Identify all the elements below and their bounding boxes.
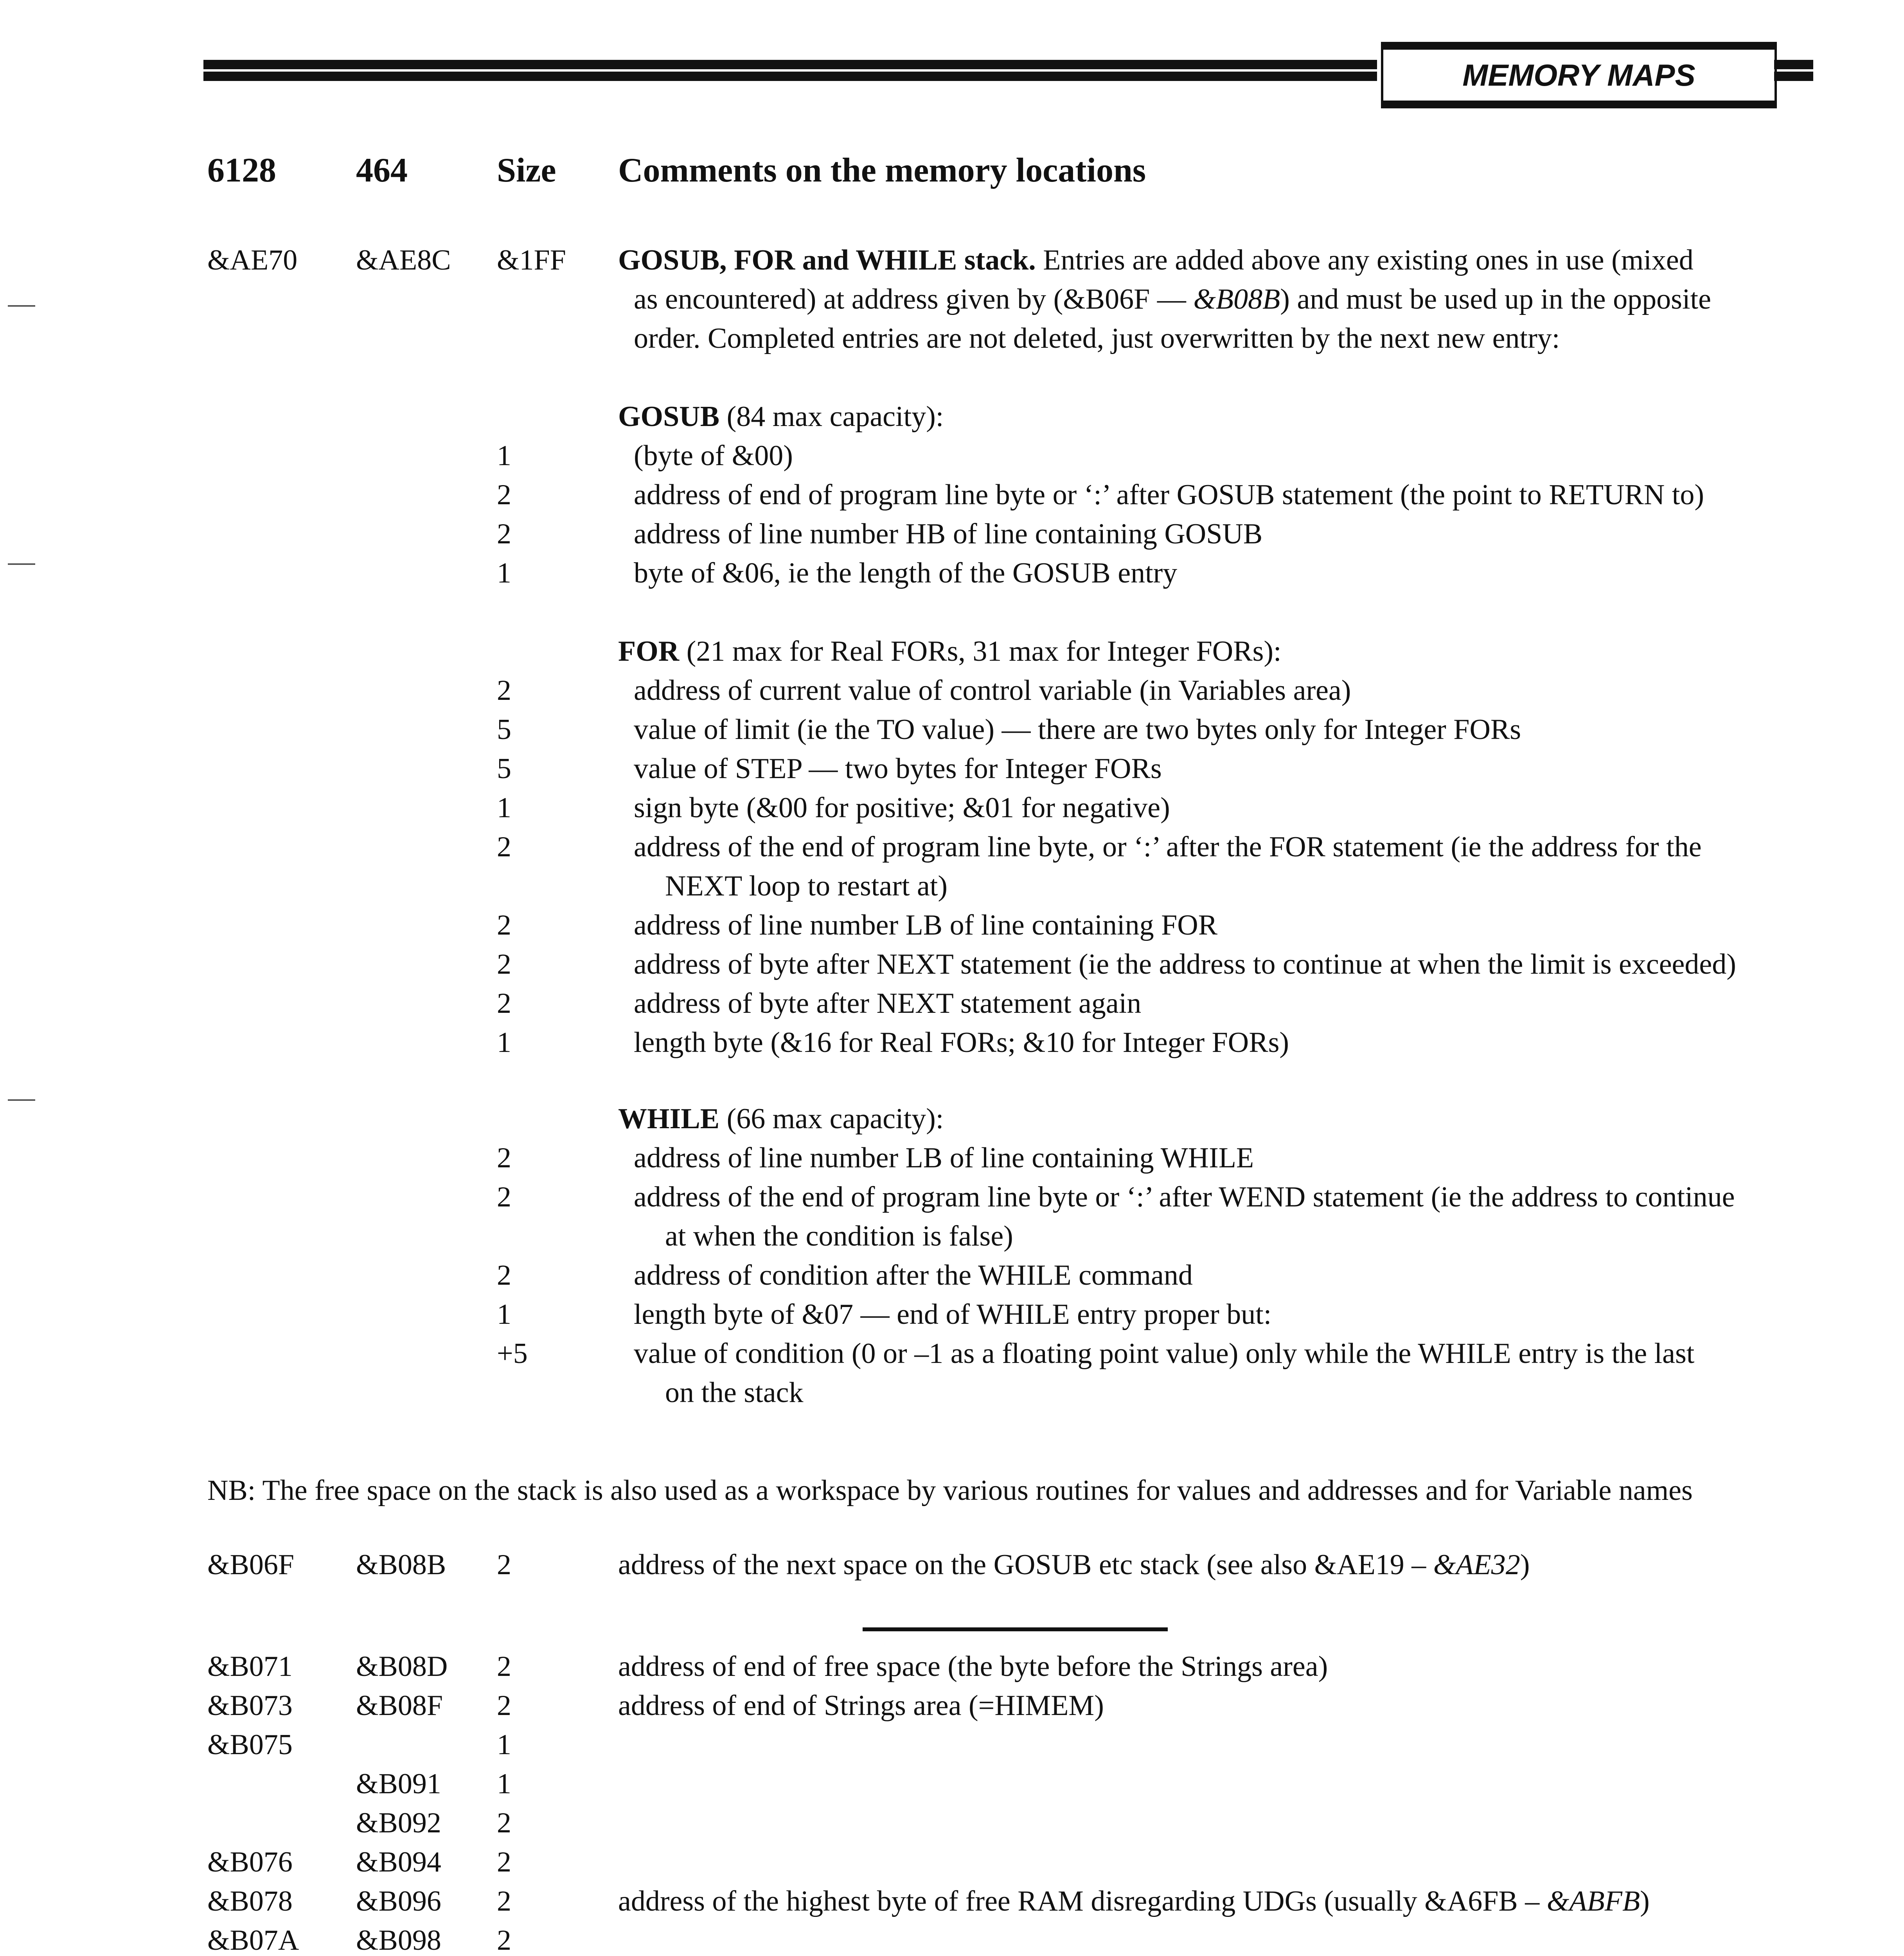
addr-464: &B091	[356, 1768, 441, 1800]
gosub-row-size: 2	[497, 518, 511, 550]
while-row-text: value of condition (0 or –1 as a floating point value) only while the WHILE entry is the last	[634, 1338, 1695, 1370]
addr-6128: &B071	[207, 1650, 293, 1683]
addr-464: &B08B	[356, 1549, 446, 1581]
addr-6128: &B076	[207, 1846, 293, 1878]
addr-6128: &B07A	[207, 1924, 299, 1956]
for-row-size: 2	[497, 674, 511, 707]
addr-464: &B094	[356, 1846, 441, 1878]
entry-description	[618, 1686, 1839, 1725]
size: 2	[497, 1846, 511, 1878]
stack-desc: Entries are added above any existing ones in use (mixed	[1043, 244, 1694, 276]
for-row-text: value of limit (ie the TO value) — there are two bytes only for Integer FORs	[634, 714, 1521, 746]
gosub-caption: (84 max capacity):	[726, 401, 944, 433]
stack-title: GOSUB, FOR and WHILE stack.	[618, 244, 1036, 276]
gosub-row-size: 1	[497, 440, 511, 472]
size: &1FF	[497, 244, 566, 276]
for-row-size: 2	[497, 909, 511, 941]
stack-description-line3: order. Completed entries are not deleted, just overwritten by the next new entry:	[634, 322, 1560, 354]
size: 2	[497, 1885, 511, 1917]
for-row-text: address of current value of control variable (in Variables area)	[634, 674, 1351, 707]
for-row-text: sign byte (&00 for positive; &01 for negative)	[634, 792, 1170, 824]
size: 2	[497, 1549, 511, 1581]
for-row-size: 5	[497, 714, 511, 746]
addr-464: &B098	[356, 1924, 441, 1956]
header-rule	[203, 72, 1377, 81]
addr-6128: &B075	[207, 1729, 293, 1761]
addr-464: &B096	[356, 1885, 441, 1917]
stack-desc-text: as encountered) at address given by (&B06F —	[634, 283, 1194, 315]
for-heading	[618, 632, 1282, 671]
for-row-text: address of byte after NEXT statement again	[634, 987, 1142, 1019]
gosub-row-size: 1	[497, 557, 511, 589]
size: 2	[497, 1807, 511, 1839]
addr-6128: &AE70	[207, 244, 298, 276]
while-row-text: address of condition after the WHILE command	[634, 1259, 1193, 1291]
while-row-text: address of line number LB of line containing WHILE	[634, 1142, 1254, 1174]
addr-464: &B08F	[356, 1690, 443, 1722]
for-row-size: 2	[497, 831, 511, 863]
size: 2	[497, 1650, 511, 1683]
for-row-text: address of the end of program line byte, or ‘:’ after the FOR statement (ie the address for the	[634, 831, 1702, 863]
entry-text: )	[1640, 1885, 1650, 1917]
entry-description	[618, 1647, 1839, 1686]
header-banner	[203, 37, 1839, 119]
nb-note: NB: The free space on the stack is also used as a workspace by various routines for values and addresses and for Variable names	[207, 1474, 1693, 1507]
for-row-size: 1	[497, 1027, 511, 1059]
while-row-size: +5	[497, 1338, 528, 1370]
column-header-6128: 6128	[207, 151, 276, 189]
gosub-title: GOSUB	[618, 401, 720, 433]
while-row-size: 1	[497, 1298, 511, 1330]
addr-6128: &B06F	[207, 1549, 295, 1581]
margin-mark	[8, 563, 35, 565]
gosub-row-text: byte of &06, ie the length of the GOSUB entry	[634, 557, 1178, 589]
for-caption: (21 max for Real FORs, 31 max for Integer FORs):	[686, 635, 1282, 667]
while-row-size: 2	[497, 1259, 511, 1291]
italic-addr: &ABFB	[1546, 1885, 1640, 1917]
for-title: FOR	[618, 635, 680, 667]
for-row-text: address of byte after NEXT statement (ie the address to continue at when the limit is exceeded)	[634, 948, 1736, 980]
header-rule	[1774, 60, 1813, 69]
for-row-size: 2	[497, 948, 511, 980]
size: 2	[497, 1690, 511, 1722]
while-row-size: 2	[497, 1181, 511, 1213]
stack-desc-italic-addr: &B08B	[1193, 283, 1280, 315]
gosub-heading	[618, 397, 944, 436]
for-row-size: 5	[497, 753, 511, 785]
addr-464: &B08D	[356, 1650, 448, 1683]
column-header-464: 464	[356, 151, 408, 189]
gosub-row-text: address of line number HB of line containing GOSUB	[634, 518, 1263, 550]
while-row-text: address of the end of program line byte or ‘:’ after WEND statement (ie the address to continue	[634, 1181, 1735, 1213]
addr-464: &AE8C	[356, 244, 451, 276]
entry-description	[618, 1545, 1839, 1584]
gosub-row-text: address of end of program line byte or ‘:’ after GOSUB statement (the point to RETURN to)	[634, 479, 1704, 511]
margin-mark	[8, 305, 35, 307]
column-header-comments: Comments on the memory locations	[618, 151, 1146, 189]
while-row-continuation: at when the condition is false)	[665, 1220, 1013, 1252]
size: 2	[497, 1924, 511, 1956]
stack-description-line1	[618, 241, 1839, 280]
column-header-size: Size	[497, 151, 556, 189]
section-title: MEMORY MAPS	[1381, 42, 1777, 108]
gosub-row-text: (byte of &00)	[634, 440, 793, 472]
while-row-text: length byte of &07 — end of WHILE entry proper but:	[634, 1298, 1272, 1330]
for-row-continuation: NEXT loop to restart at)	[665, 870, 948, 902]
entry-text: address of the highest byte of free RAM disregarding UDGs (usually &A6FB –	[618, 1885, 1547, 1917]
while-row-continuation: on the stack	[665, 1377, 804, 1409]
stack-desc-text: ) and must be used up in the opposite	[1280, 283, 1711, 315]
entry-text: )	[1520, 1549, 1530, 1581]
entry-text: address of the next space on the GOSUB etc stack (see also &AE19 –	[618, 1549, 1433, 1581]
gosub-row-size: 2	[497, 479, 511, 511]
size: 1	[497, 1729, 511, 1761]
for-row-text: length byte (&16 for Real FORs; &10 for Integer FORs)	[634, 1027, 1289, 1059]
for-row-size: 1	[497, 792, 511, 824]
header-rule	[203, 60, 1377, 69]
while-caption: (66 max capacity):	[726, 1103, 944, 1135]
size: 1	[497, 1768, 511, 1800]
header-rule	[1774, 72, 1813, 81]
for-row-text: value of STEP — two bytes for Integer FORs	[634, 753, 1162, 785]
addr-6128: &B078	[207, 1885, 293, 1917]
stack-description-line2	[634, 280, 1839, 319]
for-row-size: 2	[497, 987, 511, 1019]
while-heading	[618, 1099, 944, 1138]
entry-description	[618, 1882, 1839, 1921]
while-title: WHILE	[618, 1103, 720, 1135]
while-row-size: 2	[497, 1142, 511, 1174]
section-divider	[863, 1627, 1168, 1631]
italic-addr: &AE32	[1433, 1549, 1520, 1581]
entry-text: address of end of Strings area (=HIMEM)	[618, 1690, 1104, 1722]
addr-6128: &B073	[207, 1690, 293, 1722]
entry-text: address of end of free space (the byte before the Strings area)	[618, 1650, 1328, 1683]
for-row-text: address of line number LB of line containing FOR	[634, 909, 1218, 941]
addr-464: &B092	[356, 1807, 441, 1839]
margin-mark	[8, 1099, 35, 1101]
